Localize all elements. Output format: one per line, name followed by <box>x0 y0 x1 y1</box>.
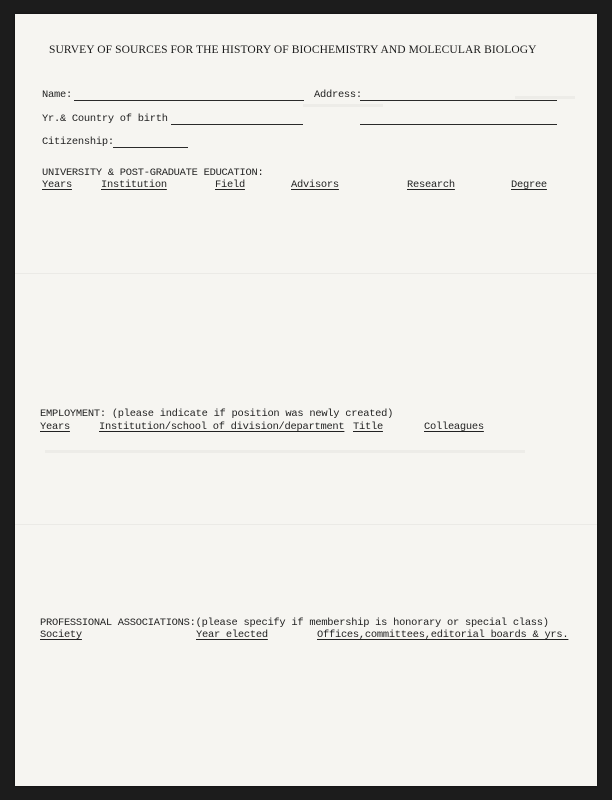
employment-col-institution: Institution/school of division/department <box>99 421 345 433</box>
education-col-degree: Degree <box>511 179 547 191</box>
employment-col-colleagues: Colleagues <box>424 421 484 433</box>
citizenship-field-line[interactable] <box>113 147 188 148</box>
professional-col-society: Society <box>40 629 82 641</box>
employment-heading: EMPLOYMENT: (please indicate if position was newly created) <box>40 408 394 420</box>
birth-field-line[interactable] <box>171 124 303 125</box>
bleed-through-mark <box>303 104 383 107</box>
address-label: Address: <box>314 89 362 101</box>
form-page <box>15 14 597 786</box>
education-col-institution: Institution <box>101 179 167 191</box>
form-title: SURVEY OF SOURCES FOR THE HISTORY OF BIOCHEMISTRY AND MOLECULAR BIOLOGY <box>49 44 537 56</box>
employment-col-years: Years <box>40 421 70 433</box>
birth-label: Yr.& Country of birth <box>42 113 168 125</box>
education-heading: UNIVERSITY & POST-GRADUATE EDUCATION: <box>42 167 264 179</box>
education-col-advisors: Advisors <box>291 179 339 191</box>
name-label: Name: <box>42 89 72 101</box>
employment-col-title: Title <box>353 421 383 433</box>
education-col-field: Field <box>215 179 245 191</box>
education-col-years: Years <box>42 179 72 191</box>
professional-col-offices: Offices,committees,editorial boards & yrs. <box>317 629 569 641</box>
education-col-research: Research <box>407 179 455 191</box>
citizenship-label: Citizenship: <box>42 136 114 148</box>
bleed-through-mark <box>45 450 525 453</box>
address-line-2[interactable] <box>360 124 557 125</box>
fold-crease <box>15 524 597 525</box>
address-field-line[interactable] <box>360 100 557 101</box>
name-field-line[interactable] <box>74 100 304 101</box>
professional-col-year-elected: Year elected <box>196 629 268 641</box>
professional-heading: PROFESSIONAL ASSOCIATIONS:(please specify if membership is honorary or special class) <box>40 617 549 629</box>
fold-crease <box>15 273 597 274</box>
bleed-through-mark <box>515 96 575 99</box>
